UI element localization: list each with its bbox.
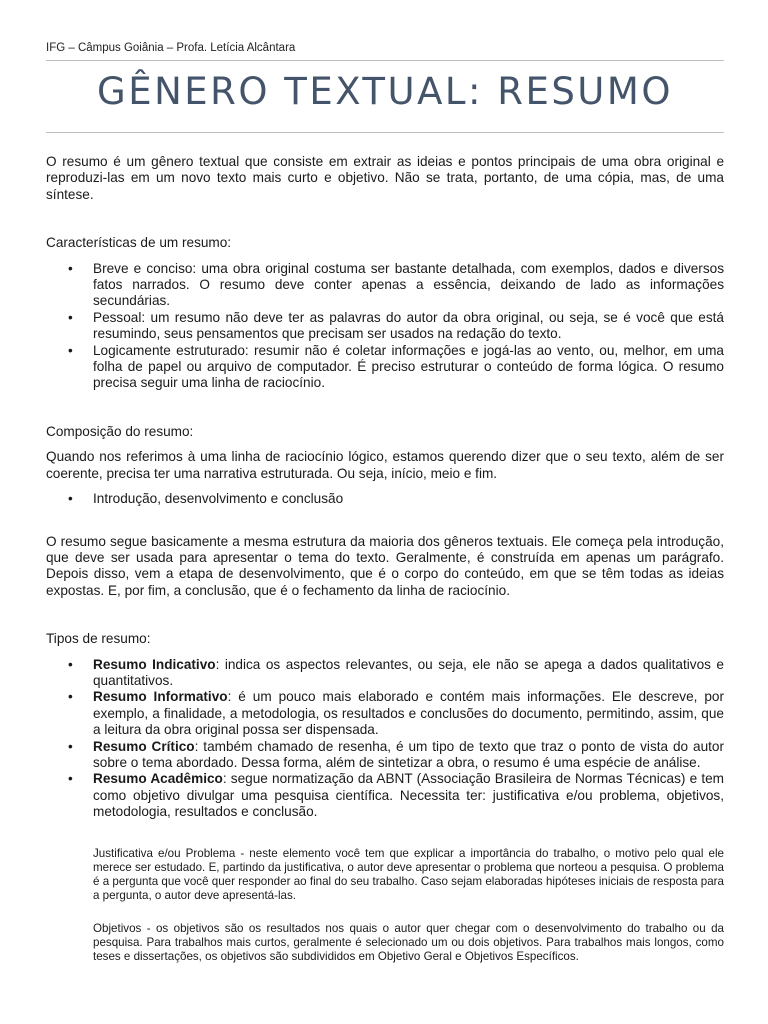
header-institution: IFG – Câmpus Goiânia – Profa. Letícia Alcântara bbox=[46, 42, 296, 54]
list-item: • Introdução, desenvolvimento e conclusão bbox=[68, 491, 344, 507]
list-item: • Resumo Acadêmico: segue normatização da ABNT (Associação Brasileira de Normas Técnicas) e tem como objetivo divulgar uma pesquisa científica. Necessita ter: justificativa e/ou problema, objetivos, metodologia, resultados e conclusão. bbox=[68, 771, 724, 820]
list-item: • Logicamente estruturado: resumir não é coletar informações e jogá-las ao vento, ou, melhor, em uma folha de papel ou arquivo de computador. É preciso estruturar o conteúdo de forma lógica. O resumo precisa seguir uma linha de raciocínio. bbox=[68, 342, 724, 391]
header-divider bbox=[46, 60, 724, 61]
composition-paragraph: Quando nos referimos à uma linha de raciocínio lógico, estamos querendo dizer que o seu texto, além de ser coerente, precisa ter uma narrativa estruturada. Ou seja, início, meio e fim. bbox=[46, 449, 724, 481]
intro-paragraph: O resumo é um gênero textual que consiste em extrair as ideias e pontos principais de uma obra original e reproduzi-las em um novo texto mais curto e objetivo. Não se trata, portanto, de uma cópia, mas, de uma síntese. bbox=[46, 154, 724, 202]
bullet-icon: • bbox=[68, 738, 73, 754]
title-divider bbox=[46, 132, 724, 133]
bullet-icon: • bbox=[68, 491, 73, 507]
bullet-icon: • bbox=[68, 771, 73, 787]
types-heading: Tipos de resumo: bbox=[46, 631, 151, 647]
list-item: • Breve e conciso: uma obra original costuma ser bastante detalhada, com exemplos, dados e diversos fatos narrados. O resumo deve conter apenas a essência, deixando de lado as informações secundárias. bbox=[68, 260, 724, 309]
list-item: • Resumo Informativo: é um pouco mais elaborado e contém mais informações. Ele descreve, por exemplo, a finalidade, a metodologia, os resultados e conclusões do documento, permitindo, assim, que a leitura da obra original possa ser dispensada. bbox=[68, 689, 724, 738]
bullet-icon: • bbox=[68, 656, 73, 672]
composition-heading: Composição do resumo: bbox=[46, 423, 194, 439]
bullet-icon: • bbox=[68, 309, 73, 325]
characteristics-heading: Características de um resumo: bbox=[46, 235, 232, 251]
justificativa-note: Justificativa e/ou Problema - neste elemento você tem que explicar a importância do trabalho, o motivo pelo qual ele merece ser estudado. E, partindo da justificativa, o autor deve apresentar o problema que norteou a pesquisa. O problema é a pergunta que você quer responder ao final do seu trabalho. Caso sejam elaboradas hipóteses iniciais de resposta para a pergunta, o autor deve apresentá-las. bbox=[93, 846, 724, 903]
list-item: • Resumo Indicativo: indica os aspectos relevantes, ou seja, ele não se apega a dados qualitativos e quantitativos. bbox=[68, 656, 724, 688]
bullet-icon: • bbox=[68, 342, 73, 358]
list-item: • Pessoal: um resumo não deve ter as palavras do autor da obra original, ou seja, se é você que está resumindo, seus pensamentos que precisam ser usados na redação do texto. bbox=[68, 309, 724, 342]
types-list bbox=[46, 657, 724, 821]
page-title: GÊNERO TEXTUAL: RESUMO bbox=[97, 70, 673, 113]
composition-list bbox=[46, 491, 724, 507]
list-item: • Resumo Crítico: também chamado de resenha, é um tipo de texto que traz o ponto de vista do autor sobre o tema abordado. Dessa forma, além de sintetizar a obra, o resumo é uma espécie de análise. bbox=[68, 738, 725, 770]
bullet-icon: • bbox=[68, 260, 73, 276]
structure-paragraph: O resumo segue basicamente a mesma estrutura da maioria dos gêneros textuais. Ele começa pela introdução, que deve ser usada para apresentar o tema do texto. Geralmente, é construída em apenas um parágrafo. Depois disso, vem a etapa de desenvolvimento, que é o corpo do conteúdo, em que se têm todas as ideias expostas. E, por fim, a conclusão, que é o fechamento da linha de raciocínio. bbox=[46, 533, 724, 598]
document-body bbox=[46, 154, 724, 965]
objetivos-note: Objetivos - os objetivos são os resultados nos quais o autor quer chegar com o desenvolvimento do trabalho ou da pesquisa. Para trabalhos mais curtos, geralmente é selecionado um ou dois objetivos. Para trabalhos mais longos, como teses e dissertações, os objetivos são subdivididos em Objetivo Geral e Objetivos Específicos. bbox=[93, 921, 724, 964]
characteristics-list bbox=[46, 261, 724, 392]
bullet-icon: • bbox=[68, 689, 73, 705]
